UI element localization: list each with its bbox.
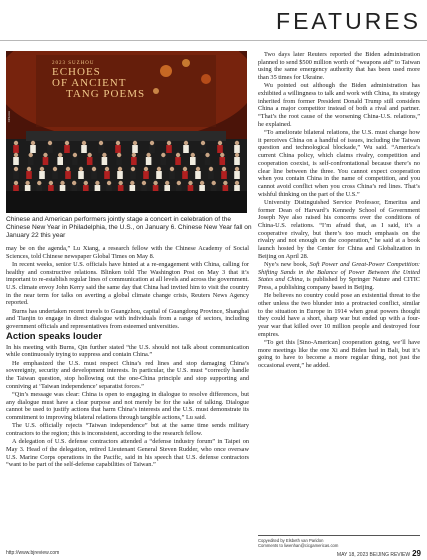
- paragraph: In recent weeks, senior U.S. officials have hinted at a re-engagement with China, calling for healthy and constructive relations. Blinken told The Washington Post on May 3 that it’s important to re-establish regular lines of communication at all levels and across the government. U.S. climate envoy John Kerry said the same day that China had invited him to visit the country in the near term for talks on averting a global climate change crisis, Reuters News Agency reported.: [6, 260, 249, 307]
- paragraph: “Qin’s message was clear: China is open to engaging in dialogue to resolve differences, but any dialogue must have a clear purpose and not merely be for the sake of talking. Dialogue cannot be used to justify actions that harm China’s interests and the U.S. must demonstrate its commitment to improving bilateral relations through tangible actions,” Lu said.: [6, 390, 249, 422]
- article-left-column: [6, 245, 249, 469]
- comments-email: Comments to liwenhan@cicgamericas.com: [258, 543, 339, 548]
- banner-line-3: OF ANCIENT: [52, 77, 127, 89]
- paragraph: He believes no country could pose an existential threat to the other unless the two blunder into a protracted conflict, similar to the situation in Europe in 1914 when great powers thought they could have a short, sharp war but ended up with a four-year war that killed over 10 million people and destroyed four empires.: [258, 292, 420, 338]
- footer-issue: [337, 549, 421, 558]
- photo-credit: XINHUA: [7, 111, 11, 123]
- copyeditor-credit: Copyedited by Elsbeth van Paridon: [258, 538, 324, 543]
- paragraph: Two days later Reuters reported the Biden administration planned to send $500 million worth of “weapons aid” to Taiwan using the same emergency authority that has been used more than 35 times for Ukraine.: [258, 51, 420, 82]
- page-header: [0, 0, 427, 44]
- book-title: Soft Power and Great-Power Competition: Shifting Sands in the Balance of Power Between the United States and China: [258, 260, 420, 284]
- text-run: , is published by Springer Nature and CITIC Press, a publishing company based in Beijing.: [258, 276, 420, 292]
- page-footer: [0, 548, 427, 560]
- banner-line-1: 2023 SUZHOU: [52, 61, 95, 66]
- banner-line-2: ECHOES: [52, 66, 101, 78]
- paragraph: “To get this [Sino-American] cooperation going, we’ll have more meetings like the one Xi and Biden had in Bali, but it’s going to have to become a more regular thing, not just the occasional event,” he added.: [258, 339, 420, 370]
- paragraph: In his meeting with Burns, Qin further stated “the U.S. should not talk about communication while continuously trying to suppress and contain China.”: [6, 343, 249, 359]
- concert-stage-illustration: [6, 51, 247, 213]
- header-divider: [0, 40, 427, 41]
- paragraph: The U.S. officially rejects “Taiwan independence” but at the same time sends military contractors to the region; this is inconsistent, according to the research fellow.: [6, 422, 249, 437]
- paragraph: University Distinguished Service Professor, Emeritus and former Dean of Harvard’s Kennedy School of Government Joseph Nye also raised his concerns over the conditions of China-U.S. relations. “I’m afraid that, as I said, it’s a cooperative rivalry, but there’s too much emphasis on the rivalry and not enough on the cooperation,” he said at a book launch hosted by the Center for China and Globalization in Beijing on April 28.: [258, 198, 420, 260]
- section-title: FEATURES: [276, 8, 421, 34]
- paragraph: Wu pointed out although the Biden administration has exhibited a willingness to talk and work with China, its strategy inherited from former President Donald Trump still considers China a major competitor instead of both a rival and partner. “That’s the root cause of the worsening China-U.S. relations,” he explained.: [258, 82, 420, 128]
- photo-caption: Chinese and American performers jointly stage a concert in celebration of the Chinese New Year in Philadelphia, the U.S., on January 6. Chinese New Year fall on January 22 this year: [6, 216, 252, 240]
- text-run: Nye’s new book,: [264, 260, 310, 268]
- footer-url: http://www.bjreview.com: [6, 550, 60, 556]
- paragraph: Burns has undertaken recent travels to Guangzhou, capital of Guangdong Province, Shanghai and Tianjin to engage in direct dialogue with individuals from a range of sectors, including government officials and representatives from esteemed universities.: [6, 307, 249, 331]
- paragraph: [258, 261, 420, 292]
- paragraph: A delegation of U.S. defense contractors attended a “defense industry forum” in Taipei on May 3. Head of the delegation, retired Lieutenant General Steven Rudder, who once oversaw U.S. Marine Corps operations in the Pacific, said in his speech that U.S. defense contractors “want to be part of the self-defense capabilities of Taiwan.”: [6, 438, 249, 469]
- section-heading: Action speaks louder: [6, 331, 103, 343]
- editor-credits: [258, 535, 420, 548]
- banner-line-4: TANG POEMS: [66, 88, 146, 100]
- paragraph: may be on the agenda,” Lu Xiang, a research fellow with the Chinese Academy of Social Sciences, told Chinese newspaper Global Times on May 8.: [6, 245, 249, 260]
- paragraph: “To ameliorate bilateral relations, the U.S. must change how it perceives China on a handful of issues, including the Taiwan question and technological blockade,” Wu said. “America’s current China policy, which claims rivalry, competition and cooperation coexist, is self-confrontational because there’s no clear line between the three. You cannot expect cooperation when you contain China in the name of competition, and you cannot avoid conflict when you cross China’s red lines. That’s wishful thinking on the part of the U.S.”: [258, 129, 420, 198]
- paragraph: He emphasized the U.S. must respect China’s red lines and stop damaging China’s sovereignty, security and development interests. In particular, the U.S. must “correctly handle the Taiwan question, stop hollowing out the one-China principle and stop supporting and conniving at ‘Taiwan independence’ separatist forces.”: [6, 359, 249, 390]
- concert-photo: [6, 51, 247, 213]
- page-number: 29: [412, 549, 421, 558]
- article-right-column: [258, 51, 420, 370]
- issue-label: MAY 18, 2023 BEIJING REVIEW: [336, 552, 411, 558]
